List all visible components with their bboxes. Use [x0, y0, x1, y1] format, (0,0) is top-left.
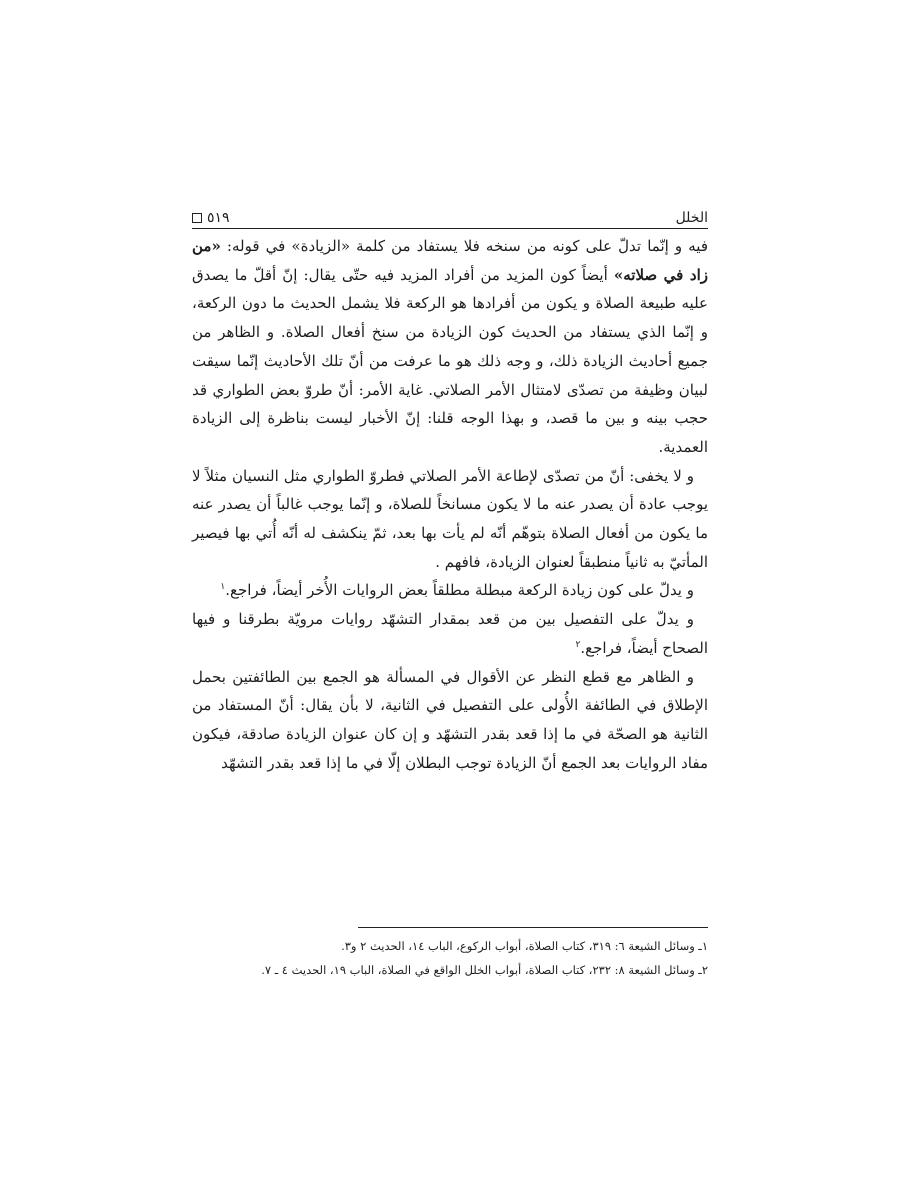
- footnote-ref-2: ٢: [575, 639, 581, 650]
- footnote-ref-1: ١: [220, 582, 226, 593]
- paragraph-1: [192, 232, 708, 462]
- paragraph-1-part-b: أيضاً كون المزيد من أفراد المزيد فيه حتّى يقال: إنّ أقلّ ما يصدق عليه طبيعة الصلاة و يكون من أفرادها هو الركعة فلا يشمل الحديث ما دون الركعة، و إنّما الذي يستفاد من الحديث كون الزيادة من سنخ أفعال الصلاة. و الظاهر من جميع أحاديث الزيادة ذلك، و وجه ذلك هو ما عرفت من أنّ تلك الأحاديث إنّما سيقت لبيان وظيفة من تصدّى لامتثال الأمر الصلاتي. غاية الأمر: أنّ طروّ بعض الطواري قد حجب بينه و بين ما قصد، و بهذا الوجه قلنا: إنّ الأخبار ليست بناظرة إلى الزيادة العمدية.: [192, 265, 708, 456]
- footnotes: [192, 934, 708, 982]
- body-text: [192, 232, 708, 777]
- paragraph-4-text: و يدلّ على التفصيل بين من قعد بمقدار التشهّد روايات مرويّة بطرقنا و فيها الصحاح أيضاً، فراجع.: [192, 610, 708, 657]
- paragraph-2: و لا يخفى: أنّ من تصدّى لإطاعة الأمر الصلاتي فطروّ الطواري مثل النسيان مثلاً لا يوجب عادة أن يصدر عنه ما لا يكون مسانخاً للصلاة، و إنّما يوجب غالباً أن يصدر عنه ما يكون من أفعال الصلاة بتوهّم أنّه لم يأت بها بعد، ثمّ ينكشف له أنّه أُتي بها فيصير المأتيّ به ثانياً منطبقاً لعنوان الزيادة، فافهم .: [192, 466, 708, 571]
- page-number: ٥١٩: [207, 210, 230, 226]
- paragraph-3-text: و يدلّ على كون زيادة الركعة مبطلة مطلقاً بعض الروايات الأُخر أيضاً، فراجع.: [225, 581, 694, 600]
- quoted-hadith: «من زاد في صلاته»: [192, 237, 708, 284]
- page-header: [192, 200, 708, 226]
- paragraph-4: [192, 605, 708, 662]
- footnote-rule: [358, 927, 708, 928]
- paragraph-1-part-a: فيه و إنّما تدلّ على كونه من سنخه فلا يستفاد من كلمة «الزيادة» في قوله:: [220, 237, 708, 255]
- square-ornament-icon: [192, 213, 202, 223]
- footnote-2: ٢ـ وسائل الشيعة ٨: ٢٣٢، كتاب الصلاة، أبواب الخلل الواقع في الصلاة، الباب ١٩، الحديث ٤ ـ ٧.: [261, 963, 708, 977]
- running-title: الخلل: [675, 210, 708, 226]
- footnote-1: ١ـ وسائل الشيعة ٦: ٣١٩، كتاب الصلاة، أبواب الركوع، الباب ١٤، الحديث ٢ و٣.: [341, 939, 708, 953]
- header-rule: [192, 228, 708, 229]
- paragraph-5: و الظاهر مع قطع النظر عن الأقوال في المسألة هو الجمع بين الطائفتين بحمل الإطلاق في الطائفة الأُولى على التفصيل في الثانية، لا بأن يقال: أنّ المستفاد من الثانية هو الصحّة في ما إذا قعد بقدر التشهّد و إن كان عنوان الزيادة صادقة، فيكون مفاد الروايات بعد الجمع أنّ الزيادة توجب البطلان إلّا في ما إذا قعد بقدر التشهّد: [192, 667, 708, 772]
- paragraph-3: [192, 576, 708, 605]
- page-number-group: [192, 210, 230, 226]
